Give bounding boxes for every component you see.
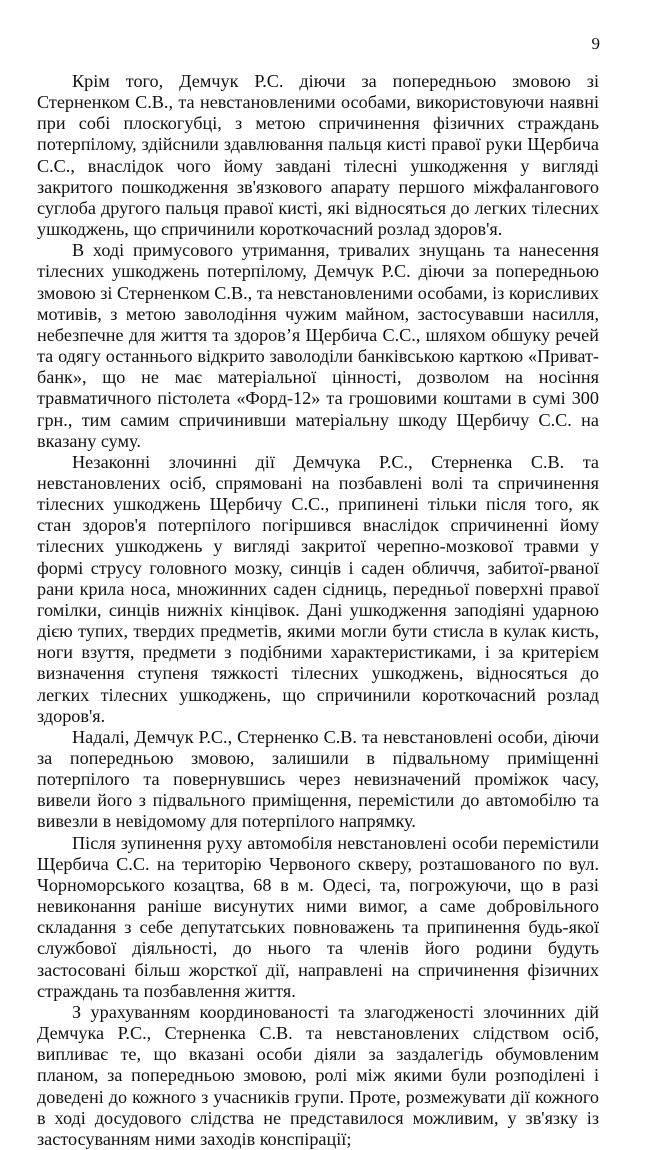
paragraph-robbery: В ході примусового утримання, тривалих знущань та нанесення тілесних ушкоджень потерпілому, Демчук Р.С. діючи за попередньою змовою зі Стерненком С.В., та невстановленими особами, із корисливих мотивів, з метою заволодіння чужим майном, застосувавши насилля, небезпечне для життя та здоров’я Щербича С.С., шляхом обшуку речей та одягу останнього відкрито заволоділи банківською карткою «Приват-банк», що не має матеріальної цінності, дозволом на носіння травматичного пістолета «Форд-12» та грошовими коштами в сумі 300 грн., тим самим спричинивши матеріальну шкоду Щербичу С.С. на вказану суму. bbox=[37, 240, 599, 451]
paragraph-injuries: Незаконні злочинні дії Демчука Р.С., Стерненка С.В. та невстановлених осіб, спрямовані на позбавлені волі та спричинення тілесних ушкоджень Щербичу С.С., припинені тільки після того, як стан здоров'я потерпілого погіршився внаслідок спричиненні йому тілесних ушкоджень у вигляді закритої черепно-мозкової травми у формі струсу головного мозку, синців і саден обличчя, забитої-рваної рани крила носа, множинних саден сідниць, передньої поверхні правої гомілки, синців нижніх кінцівок. Дані ушкодження заподіяні ударною дією тупих, твердих предметів, якими могли бути стисла в кулак кисть, ноги взуття, предмети з подібними характеристиками, і за критерієм визначення ступеня тяжкості тілесних ушкоджень, відносяться до легких тілесних ушкоджень, що спричинили короткочасний розлад здоров'я. bbox=[37, 451, 599, 726]
paragraph-conspiracy: З урахуванням координованості та злагодженості злочинних дій Демчука Р.С., Стерненка С.В. та невстановлених слідством осіб, випливає те, що вказані особи діяли за заздалегідь обумовленим планом, за попередньою змовою, ролі між якими були розподілені і доведені до кожного з учасників групи. Проте, розмежувати дії кожного в ході досудового слідства не представилося можливим, у зв'язку із застосуванням ними заходів конспірації; bbox=[37, 1001, 599, 1149]
paragraph-relocation: Надалі, Демчук Р.С., Стерненко С.В. та невстановлені особи, діючи за попередньою змовою, залишили в підвальному приміщенні потерпілого та повернувшись через невизначений проміжок часу, вивели його з підвального приміщення, перемістили до автомобілю та вивезли в невідомому для потерпілого напрямку. bbox=[37, 726, 599, 832]
page-number: 9 bbox=[591, 34, 600, 53]
body-text bbox=[37, 71, 599, 1150]
paragraph-threats: Після зупинення руху автомобіля невстановлені особи перемістили Щербича С.С. на територію Червоного скверу, розташованого по вул. Чорноморського козацтва, 68 в м. Одесі, та, погрожуючи, що в разі невиконання раніше висунутих ними вимог, а саме добровільного складання з себе депутатських повноважень та припинення будь-якої службової діяльності, до нього та членів його родини будуть застосовані більш жорсткої дії, направлені на спричинення фізичних страждань та позбавлення життя. bbox=[37, 832, 599, 1001]
paragraph-finger-injury: Крім того, Демчук Р.С. діючи за попередньою змовою зі Стерненком С.В., та невстановленими особами, використовуючи наявні при собі плоскогубці, з метою спричинення фізичних страждань потерпілому, здійснили здавлювання пальця кисті правої руки Щербича С.С., внаслідок чого йому завдані тілесні ушкодження у вигляді закритого пошкодження зв'язкового апарату першого міжфалангового суглоба другого пальця правої кисті, які відносяться до легких тілесних ушкоджень, що спричинили короткочасний розлад здоров'я. bbox=[37, 71, 599, 240]
